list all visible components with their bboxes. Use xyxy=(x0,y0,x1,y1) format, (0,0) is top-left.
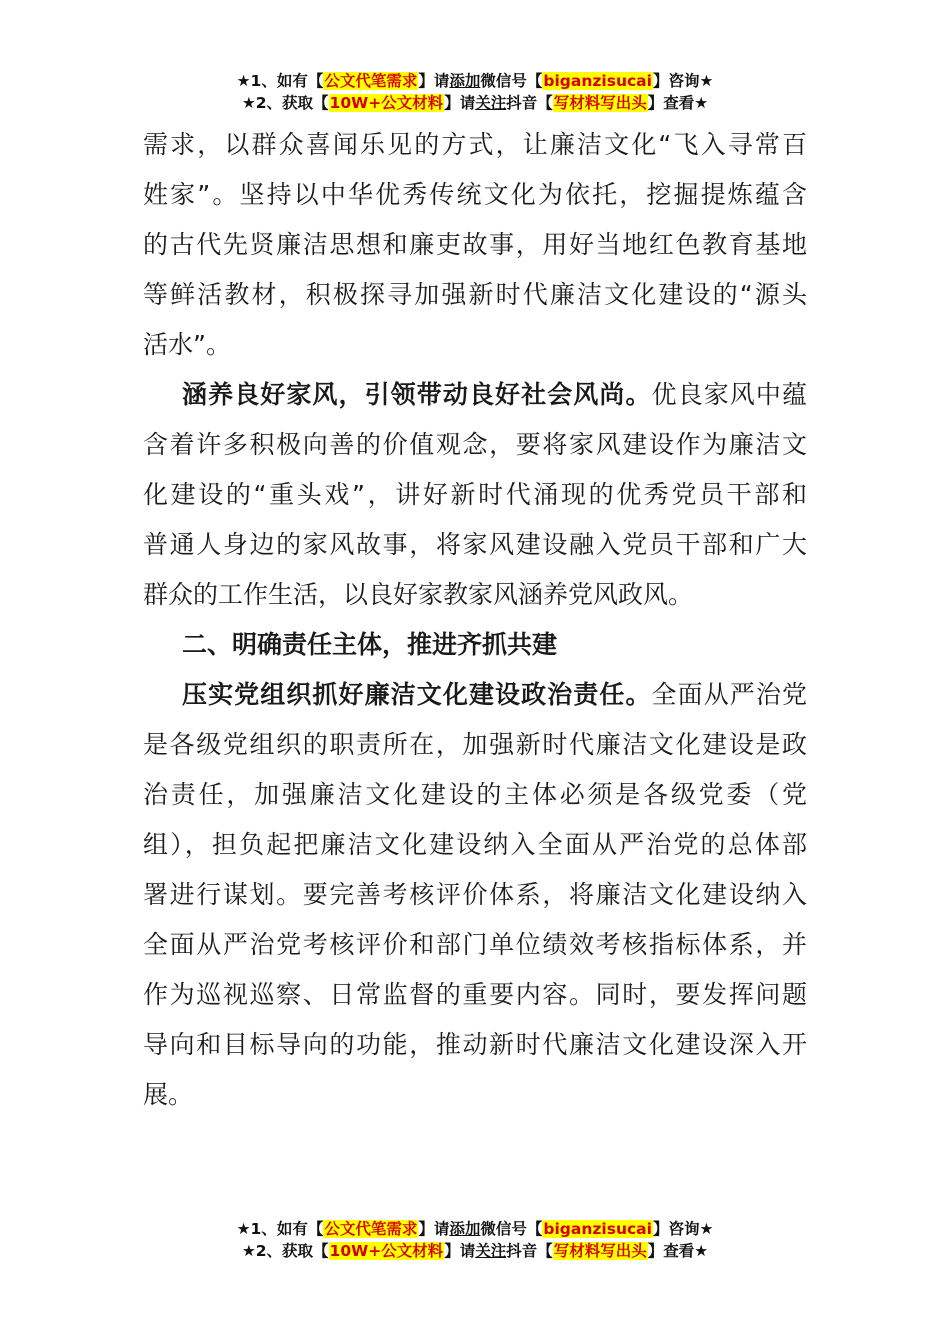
banner-text: 微信号【 xyxy=(480,72,543,90)
banner-text: ★1、如有【 xyxy=(236,1220,324,1238)
text-line: 化建设的“重头戏”，讲好新时代涌现的优秀党员干部和 xyxy=(143,480,807,509)
banner-text: 】请 xyxy=(444,1242,476,1260)
banner-highlight: biganzisucai xyxy=(543,1220,652,1238)
text-line: 署进行谋划。要完善考核评价体系，将廉洁文化建设纳入 xyxy=(143,880,807,909)
banner-underline: 添加 xyxy=(449,1220,481,1238)
paragraph-lead: 压实党组织抓好廉洁文化建设政治责任。 xyxy=(182,680,652,709)
paragraph-text: 全面从严治党 xyxy=(651,680,807,709)
document-body xyxy=(143,120,807,1120)
banner-text: ★1、如有【 xyxy=(236,72,324,90)
text-line: 姓家”。坚持以中华优秀传统文化为依托，挖掘提炼蕴含 xyxy=(143,180,807,209)
text-line: 的古代先贤廉洁思想和廉吏故事，用好当地红色教育基地 xyxy=(143,230,807,259)
text-line: 全面从严治党考核评价和部门单位绩效考核指标体系，并 xyxy=(143,930,807,959)
paragraph-lead-line xyxy=(143,370,807,420)
header-banner xyxy=(0,70,950,114)
banner-text: 】请 xyxy=(418,72,450,90)
banner-text: ★2、获取【 xyxy=(241,94,329,112)
text-line: 活水”。 xyxy=(143,330,231,359)
banner-text: 抖音【 xyxy=(506,1242,553,1260)
paragraph-lead-line xyxy=(143,670,807,720)
banner-highlight: 10W+公文材料 xyxy=(329,94,444,112)
text-line: 等鲜活教材，积极探寻加强新时代廉洁文化建设的“源头 xyxy=(143,280,807,309)
text-line: 作为巡视巡察、日常监督的重要内容。同时，要发挥问题 xyxy=(143,980,807,1009)
banner-text: 】请 xyxy=(418,1220,450,1238)
banner-text: 】查看★ xyxy=(647,1242,709,1260)
banner-highlight: 公文代笔需求 xyxy=(324,72,418,90)
banner-text: 】咨询★ xyxy=(652,1220,714,1238)
text-line: 含着许多积极向善的价值观念，要将家风建设作为廉洁文 xyxy=(143,430,807,459)
section-heading-text: 二、明确责任主体，推进齐抓共建 xyxy=(182,630,558,659)
footer-banner xyxy=(0,1218,950,1262)
banner-line-2 xyxy=(0,92,950,114)
text-line: 群众的工作生活，以良好家教家风涵养党风政风。 xyxy=(143,580,694,609)
banner-text: 微信号【 xyxy=(480,1220,543,1238)
banner-highlight: 公文代笔需求 xyxy=(324,1220,418,1238)
banner-highlight: biganzisucai xyxy=(543,72,652,90)
banner-text: 抖音【 xyxy=(506,94,553,112)
text-line: 组），担负起把廉洁文化建设纳入全面从严治党的总体部 xyxy=(143,830,807,859)
banner-underline: 关注 xyxy=(475,1242,507,1260)
text-line: 是各级党组织的职责所在，加强新时代廉洁文化建设是政 xyxy=(143,730,807,759)
banner-text: 】查看★ xyxy=(647,94,709,112)
banner-line-1 xyxy=(0,1218,950,1240)
text-line: 导向和目标导向的功能，推动新时代廉洁文化建设深入开 xyxy=(143,1030,807,1059)
banner-highlight: 写材料写出头 xyxy=(553,94,647,112)
banner-text: ★2、获取【 xyxy=(241,1242,329,1260)
banner-line-2 xyxy=(0,1240,950,1262)
banner-highlight: 写材料写出头 xyxy=(553,1242,647,1260)
banner-text: 】咨询★ xyxy=(652,72,714,90)
banner-text: 】请 xyxy=(444,94,476,112)
text-line: 治责任，加强廉洁文化建设的主体必须是各级党委（党 xyxy=(143,780,807,809)
paragraph-lead: 涵养良好家风，引领带动良好社会风尚。 xyxy=(182,380,652,409)
banner-underline: 关注 xyxy=(475,94,507,112)
banner-line-1 xyxy=(0,70,950,92)
paragraph-text: 优良家风中蕴 xyxy=(651,380,807,409)
text-line: 需求，以群众喜闻乐见的方式，让廉洁文化“飞入寻常百 xyxy=(143,130,807,159)
text-line: 展。 xyxy=(143,1080,194,1109)
banner-highlight: 10W+公文材料 xyxy=(329,1242,444,1260)
section-heading xyxy=(143,620,807,670)
text-line: 普通人身边的家风故事，将家风建设融入党员干部和广大 xyxy=(143,530,807,559)
banner-underline: 添加 xyxy=(449,72,481,90)
